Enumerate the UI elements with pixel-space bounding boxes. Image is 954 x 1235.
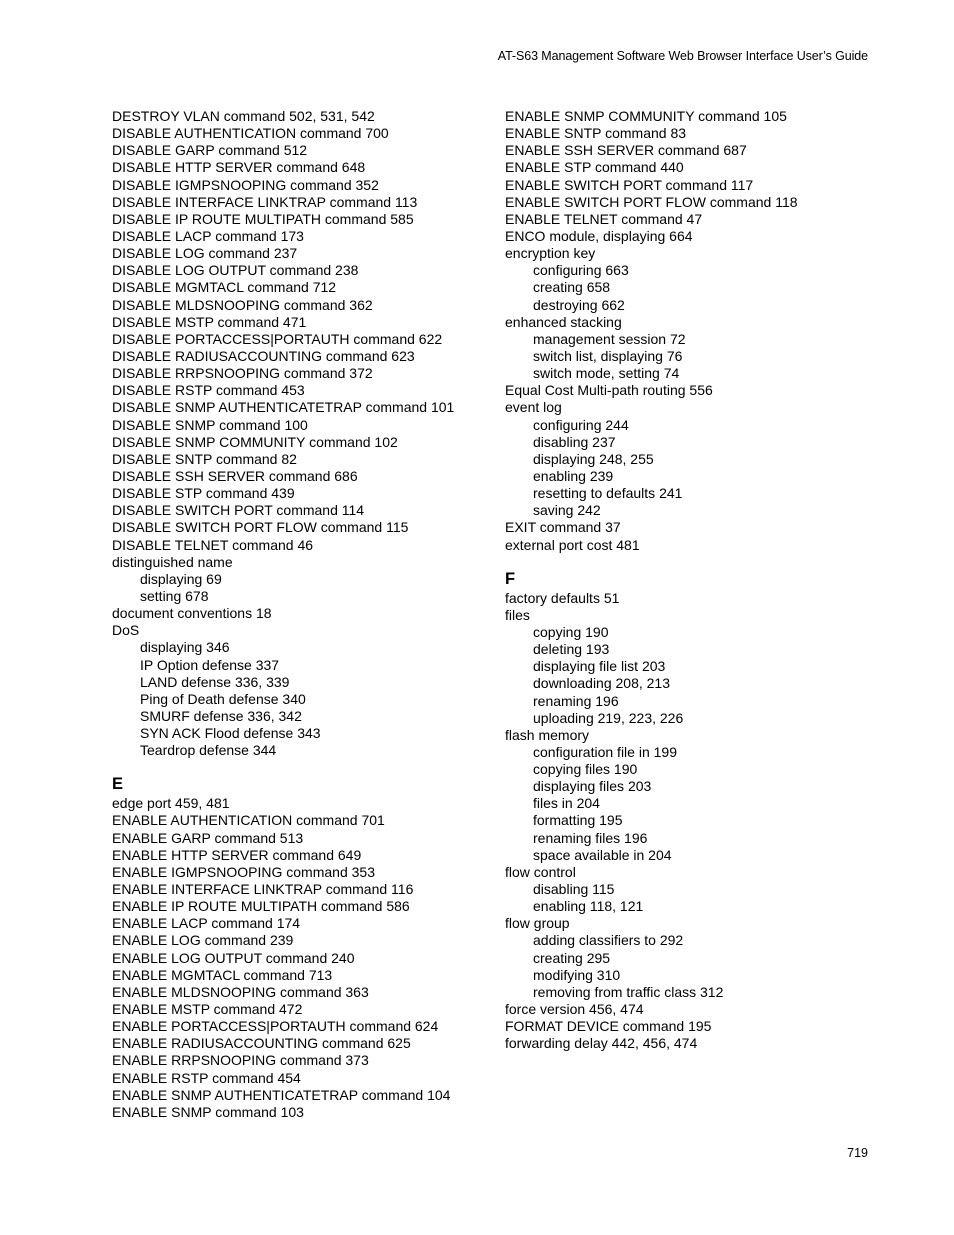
index-entry: DISABLE STP command 439: [112, 485, 295, 502]
index-entry: EXIT command 37: [505, 519, 621, 536]
index-subentry: displaying file list 203: [533, 658, 666, 675]
index-entry: DISABLE SWITCH PORT FLOW command 115: [112, 519, 409, 536]
index-subentry: formatting 195: [533, 812, 623, 829]
index-subentry: displaying 346: [140, 639, 230, 656]
index-entry: edge port 459, 481: [112, 795, 230, 812]
index-subentry: downloading 208, 213: [533, 675, 671, 692]
page-number: 719: [847, 1146, 868, 1160]
index-entry: ENABLE TELNET command 47: [505, 210, 703, 227]
index-entry: enhanced stacking: [505, 313, 622, 330]
index-entry: ENABLE GARP command 513: [112, 829, 304, 846]
index-entry: ENCO module, displaying 664: [505, 227, 693, 244]
index-subentry: creating 658: [533, 279, 611, 296]
index-entry: DISABLE LACP command 173: [112, 227, 304, 244]
index-entry: DISABLE SWITCH PORT command 114: [112, 502, 365, 519]
index-entry: DISABLE LOG OUTPUT command 238: [112, 262, 359, 279]
index-subentry: displaying 248, 255: [533, 450, 654, 467]
index-entry: ENABLE MSTP command 472: [112, 1001, 303, 1018]
index-entry: DISABLE TELNET command 46: [112, 536, 314, 553]
index-subentry: resetting to defaults 241: [533, 485, 683, 502]
index-subentry: destroying 662: [533, 296, 625, 313]
index-entry: DISABLE SNTP command 82: [112, 450, 297, 467]
index-subentry: SYN ACK Flood defense 343: [140, 725, 321, 742]
index-entry: DISABLE GARP command 512: [112, 142, 308, 159]
index-entry: DISABLE RSTP command 453: [112, 382, 305, 399]
index-entry: ENABLE SWITCH PORT FLOW command 118: [505, 193, 798, 210]
index-entry: ENABLE RADIUSACCOUNTING command 625: [112, 1035, 411, 1052]
index-entry: ENABLE HTTP SERVER command 649: [112, 846, 362, 863]
index-section-letter: E: [112, 775, 124, 794]
index-subentry: IP Option defense 337: [140, 656, 280, 673]
index-subentry: renaming files 196: [533, 829, 648, 846]
index-entry: FORMAT DEVICE command 195: [505, 1018, 712, 1035]
index-entry: DISABLE SNMP COMMUNITY command 102: [112, 433, 398, 450]
index-entry: ENABLE IGMPSNOOPING command 353: [112, 863, 375, 880]
index-entry: ENABLE MLDSNOOPING command 363: [112, 983, 369, 1000]
index-entry: ENABLE SNMP AUTHENTICATETRAP command 104: [112, 1086, 451, 1103]
index-subentry: disabling 115: [533, 881, 615, 898]
index-entry: force version 456, 474: [505, 1001, 644, 1018]
index-entry: DISABLE SNMP command 100: [112, 416, 308, 433]
index-entry: encryption key: [505, 245, 596, 262]
index-subentry: copying files 190: [533, 761, 638, 778]
index-entry: ENABLE SNMP command 103: [112, 1103, 304, 1120]
index-entry: event log: [505, 399, 562, 416]
index-entry: DISABLE IGMPSNOOPING command 352: [112, 176, 379, 193]
index-subentry: space available in 204: [533, 846, 672, 863]
index-subentry: deleting 193: [533, 641, 610, 658]
index-entry: ENABLE IP ROUTE MULTIPATH command 586: [112, 898, 410, 915]
index-subentry: files in 204: [533, 795, 600, 812]
index-entry: Equal Cost Multi-path routing 556: [505, 382, 713, 399]
index-entry: DISABLE PORTACCESS|PORTAUTH command 622: [112, 330, 443, 347]
index-entry: ENABLE SWITCH PORT command 117: [505, 176, 754, 193]
index-subentry: Teardrop defense 344: [140, 742, 277, 759]
index-subentry: switch mode, setting 74: [533, 365, 680, 382]
index-entry: ENABLE SNTP command 83: [505, 125, 687, 142]
index-subentry: enabling 118, 121: [533, 898, 644, 915]
index-entry: forwarding delay 442, 456, 474: [505, 1035, 698, 1052]
index-entry: ENABLE RRPSNOOPING command 373: [112, 1052, 369, 1069]
index-subentry: configuring 244: [533, 416, 629, 433]
index-entry: DoS: [112, 622, 140, 639]
index-entry: ENABLE LOG OUTPUT command 240: [112, 949, 355, 966]
index-entry: ENABLE LOG command 239: [112, 932, 294, 949]
index-entry: DISABLE HTTP SERVER command 648: [112, 159, 366, 176]
index-entry: DISABLE RRPSNOOPING command 372: [112, 365, 373, 382]
index-entry: DISABLE MLDSNOOPING command 362: [112, 296, 373, 313]
index-entry: ENABLE MGMTACL command 713: [112, 966, 333, 983]
index-subentry: saving 242: [533, 502, 601, 519]
index-entry: ENABLE SSH SERVER command 687: [505, 142, 747, 159]
index-entry: DISABLE SSH SERVER command 686: [112, 467, 358, 484]
index-subentry: uploading 219, 223, 226: [533, 709, 684, 726]
index-subentry: copying 190: [533, 623, 609, 640]
index-entry: DISABLE RADIUSACCOUNTING command 623: [112, 347, 415, 364]
index-entry: DISABLE INTERFACE LINKTRAP command 113: [112, 193, 418, 210]
index-subentry: adding classifiers to 292: [533, 932, 684, 949]
index-subentry: configuring 663: [533, 262, 629, 279]
index-entry: ENABLE INTERFACE LINKTRAP command 116: [112, 881, 414, 898]
index-subentry: setting 678: [140, 587, 209, 604]
index-entry: ENABLE STP command 440: [505, 159, 684, 176]
index-entry: ENABLE RSTP command 454: [112, 1069, 301, 1086]
index-entry: ENABLE PORTACCESS|PORTAUTH command 624: [112, 1018, 439, 1035]
index-entry: ENABLE AUTHENTICATION command 701: [112, 812, 385, 829]
index-entry: factory defaults 51: [505, 589, 620, 606]
index-subentry: management session 72: [533, 330, 686, 347]
index-entry: document conventions 18: [112, 605, 272, 622]
index-subentry: enabling 239: [533, 467, 614, 484]
index-entry: DISABLE SNMP AUTHENTICATETRAP command 101: [112, 399, 455, 416]
index-entry: DESTROY VLAN command 502, 531, 542: [112, 108, 375, 124]
index-entry: files: [505, 606, 530, 623]
index-subentry: configuration file in 199: [533, 743, 677, 760]
index-entry: DISABLE IP ROUTE MULTIPATH command 585: [112, 210, 414, 227]
index-subentry: displaying files 203: [533, 778, 652, 795]
index-entry: DISABLE MGMTACL command 712: [112, 279, 337, 296]
index-subentry: LAND defense 336, 339: [140, 673, 290, 690]
index-column-left: [112, 108, 492, 1121]
index-subentry: switch list, displaying 76: [533, 347, 683, 364]
index-column-right: [505, 108, 885, 1052]
running-header: AT-S63 Management Software Web Browser Interface User’s Guide: [497, 49, 868, 63]
index-subentry: displaying 69: [140, 570, 222, 587]
index-entry: DISABLE MSTP command 471: [112, 313, 307, 330]
index-section-letter: F: [505, 569, 516, 588]
index-entry: flow control: [505, 863, 576, 880]
index-subentry: renaming 196: [533, 692, 619, 709]
index-entry: distinguished name: [112, 553, 233, 570]
index-subentry: disabling 237: [533, 433, 616, 450]
index-entry: ENABLE SNMP COMMUNITY command 105: [505, 108, 787, 124]
index-subentry: SMURF defense 336, 342: [140, 707, 302, 724]
index-subentry: modifying 310: [533, 966, 621, 983]
index-entry: DISABLE AUTHENTICATION command 700: [112, 125, 389, 142]
index-entry: DISABLE LOG command 237: [112, 245, 298, 262]
index-entry: ENABLE LACP command 174: [112, 915, 301, 932]
index-subentry: removing from traffic class 312: [533, 983, 724, 1000]
index-entry: external port cost 481: [505, 536, 640, 553]
index-subentry: Ping of Death defense 340: [140, 690, 306, 707]
index-entry: flash memory: [505, 726, 590, 743]
index-subentry: creating 295: [533, 949, 611, 966]
index-entry: flow group: [505, 915, 570, 932]
